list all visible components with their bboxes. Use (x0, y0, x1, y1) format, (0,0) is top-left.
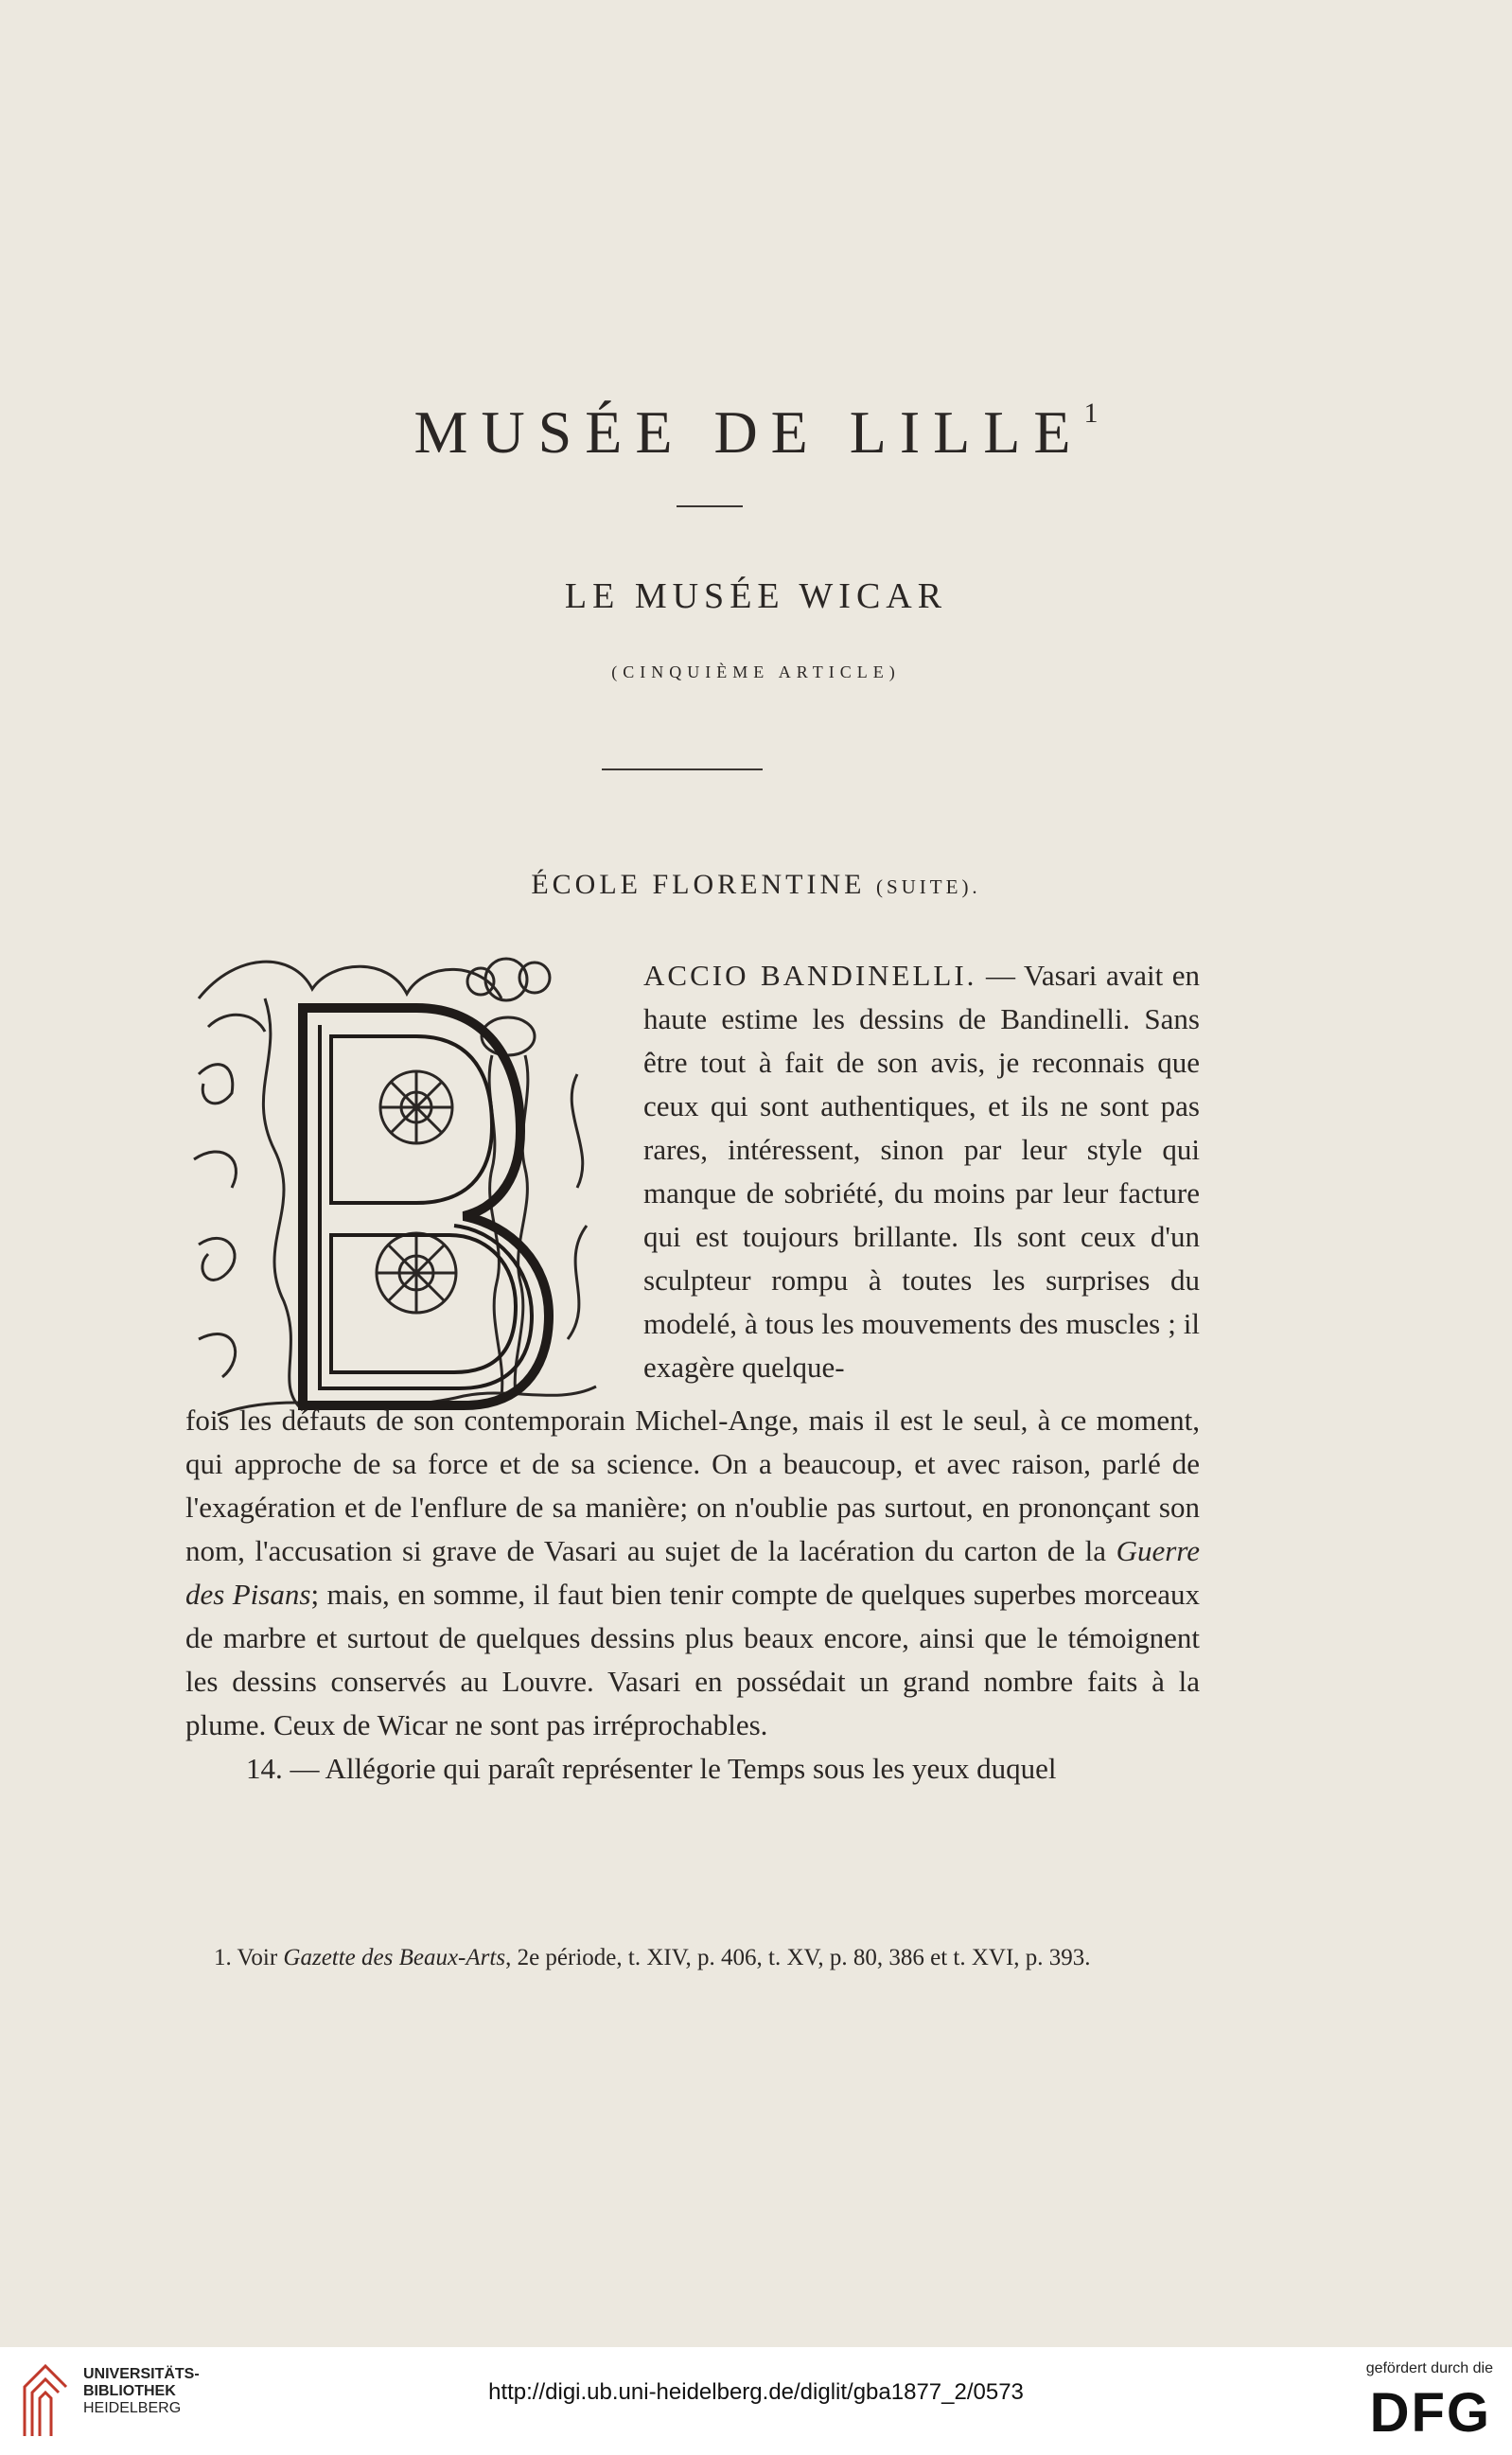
permalink-url[interactable]: http://digi.ub.uni-heidelberg.de/diglit/gba1877_2/0573 (488, 2379, 1024, 2405)
footnote (185, 1940, 1200, 1975)
artwork-title: Guerre des Pisans (185, 1534, 1200, 1611)
section-heading-main: ÉCOLE FLORENTINE (531, 869, 866, 900)
library-name-line2: BIBLIOTHEK (83, 2383, 176, 2399)
body-text (185, 1399, 1200, 1791)
section-rule (602, 768, 763, 770)
catalog-entry-text: — Allégorie qui paraît représenter le Temps sous les yeux duquel (282, 1752, 1057, 1785)
footnote-journal: Gazette des Beaux-Arts (283, 1945, 506, 1970)
dfg-logo[interactable]: DFG (1369, 2382, 1491, 2444)
artist-name: ACCIO BANDINELLI. (643, 959, 977, 992)
library-name-line1: UNIVERSITÄTS- (83, 2366, 200, 2382)
article-number: (CINQUIÈME ARTICLE) (611, 662, 901, 681)
article-title-text: MUSÉE DE LILLE (413, 398, 1084, 466)
section-heading (0, 869, 1512, 901)
ornamental-initial-b (180, 942, 615, 1434)
article-title (0, 397, 1512, 468)
lead-text: — Vasari avait en haute estime les dessins de Bandinelli. Sans être tout à fait de son avis, je reconnais que ceux qui sont authentiques, et ils ne sont pas rares, intéressent, sinon par leur style qui manque de sobriété, du moins par leur facture qui est toujours brillante. Ils sont ceux d'un sculpteur rompu à toutes les surprises du modelé, à tous les mouvements des muscles ; il exagère quelque- (643, 959, 1200, 1384)
article-subtitle: LE MUSÉE WICAR (564, 576, 948, 616)
footnote-rest: , 2e période, t. XIV, p. 406, t. XV, p. 80, 386 et t. XVI, p. 393. (505, 1945, 1091, 1970)
library-name-line3: HEIDELBERG (83, 2400, 182, 2416)
footnote-number: 1. (214, 1945, 232, 1970)
title-footnote-marker: 1 (1083, 397, 1099, 429)
catalog-entry-number: 14. (246, 1752, 283, 1785)
lead-paragraph (643, 954, 1200, 1389)
title-rule (677, 505, 743, 507)
section-heading-suite: (SUITE). (875, 875, 981, 898)
body-text-part1: fois les défauts de son contemporain Michel-Ange, mais il est le seul, à ce moment, qui approche de sa force et de sa science. On a beaucoup, et avec raison, parlé de l'exagération et de l'enflure de sa manière; on n'oublie pas surtout, en prononçant son nom, l'accusation si grave de Vasari au sujet de la lacération du carton de la (185, 1404, 1200, 1567)
funding-note: gefördert durch die (1365, 2360, 1493, 2376)
footnote-voir: Voir (231, 1945, 284, 1970)
body-text-part2: ; mais, en somme, il faut bien tenir compte de quelques superbes morceaux de marbre et surtout de quelques dessins plus beaux encore, ainsi que le témoignent les dessins conservés au Louvre. Vasari en possédait un grand nombre faits à la plume. Ceux de Wicar ne sont pas irréprochables. (185, 1578, 1201, 1741)
